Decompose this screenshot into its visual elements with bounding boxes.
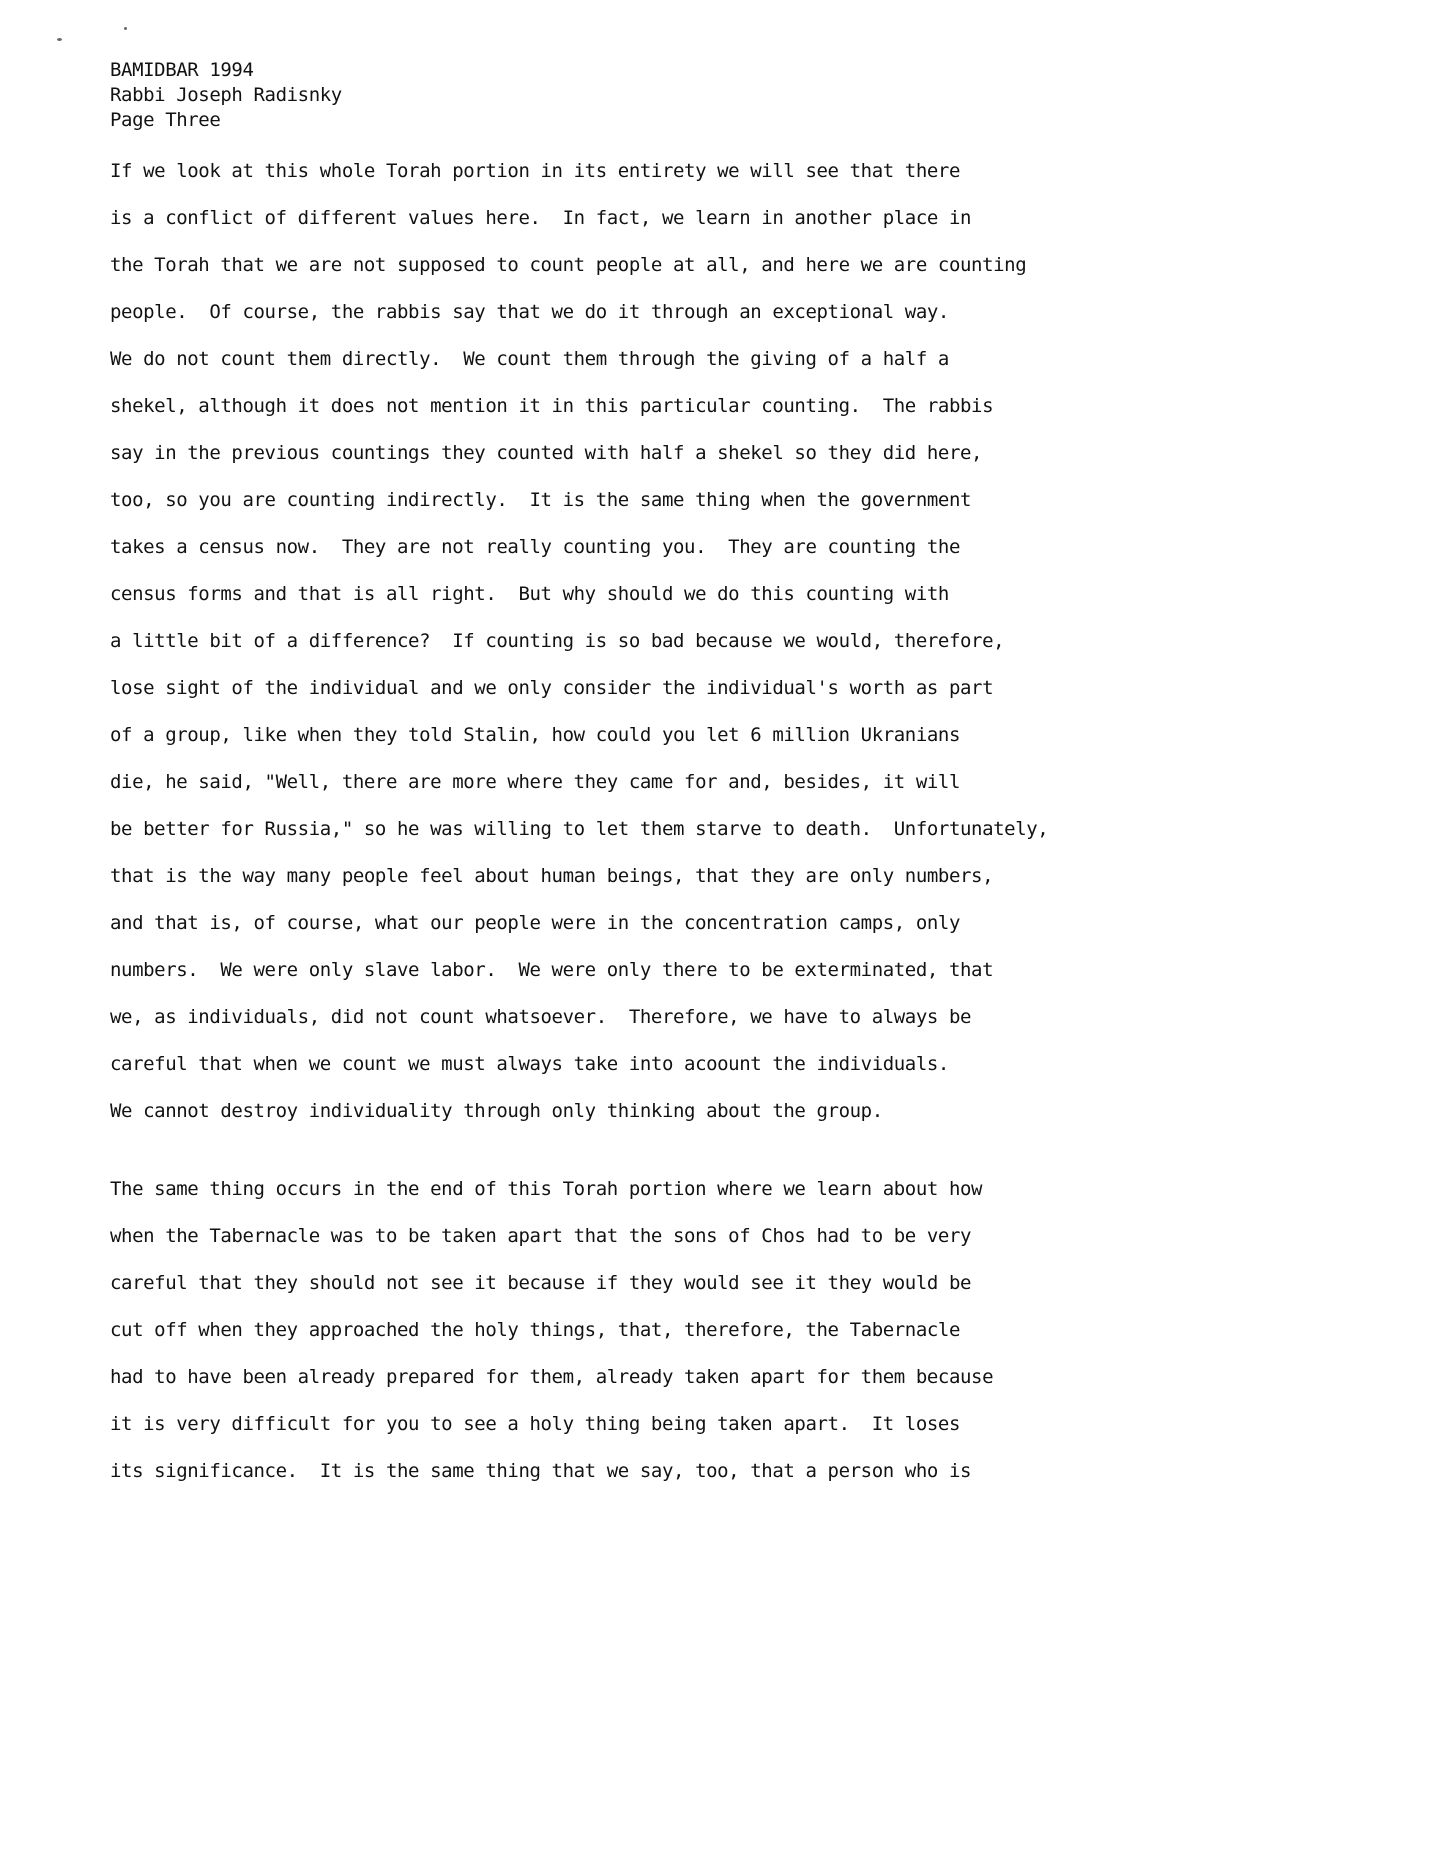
text-line: is a conflict of different values here. In fact, we learn in another place in <box>110 207 972 229</box>
text-line: it is very difficult for you to see a holy thing being taken apart. It loses <box>110 1413 961 1435</box>
text-line: We cannot destroy individuality through only thinking about the group. <box>110 1100 883 1122</box>
text-line: be better for Russia," so he was willing to let them starve to death. Unfortunately, <box>110 818 1049 840</box>
text-line: lose sight of the individual and we only consider the individual's worth as part <box>110 677 994 699</box>
scan-speck <box>57 38 62 41</box>
text-line: and that is, of course, what our people were in the concentration camps, only <box>110 912 961 934</box>
text-line: of a group, like when they told Stalin, how could you let 6 million Ukranians <box>110 724 961 746</box>
text-line: If we look at this whole Torah portion in its entirety we will see that there <box>110 160 961 182</box>
text-line: the Torah that we are not supposed to count people at all, and here we are counting <box>110 254 1027 276</box>
document-header <box>110 58 342 133</box>
text-line: takes a census now. They are not really counting you. They are counting the <box>110 536 961 558</box>
text-line: cut off when they approached the holy things, that, therefore, the Tabernacle <box>110 1319 961 1341</box>
text-line: census forms and that is all right. But why should we do this counting with <box>110 583 949 605</box>
text-line: had to have been already prepared for them, already taken apart for them because <box>110 1366 994 1388</box>
text-line: careful that when we count we must always take into acoount the individuals. <box>110 1053 949 1075</box>
text-line: when the Tabernacle was to be taken apart that the sons of Chos had to be very <box>110 1225 972 1247</box>
text-line: too, so you are counting indirectly. It is the same thing when the government <box>110 489 972 511</box>
text-line: that is the way many people feel about human beings, that they are only numbers, <box>110 865 994 887</box>
text-line: BAMIDBAR 1994 <box>110 59 254 81</box>
text-line: Page Three <box>110 109 221 131</box>
text-line: numbers. We were only slave labor. We were only there to be exterminated, that <box>110 959 994 981</box>
paragraph-2 <box>110 1166 993 1495</box>
text-line: careful that they should not see it because if they would see it they would be <box>110 1272 972 1294</box>
text-line: say in the previous countings they counted with half a shekel so they did here, <box>110 442 983 464</box>
text-line: a little bit of a difference? If counting is so bad because we would, therefore, <box>110 630 1005 652</box>
text-line: shekel, although it does not mention it in this particular counting. The rabbis <box>110 395 994 417</box>
text-line: people. Of course, the rabbis say that we do it through an exceptional way. <box>110 301 949 323</box>
text-line: we, as individuals, did not count whatsoever. Therefore, we have to always be <box>110 1006 972 1028</box>
text-line: Rabbi Joseph Radisnky <box>110 84 342 106</box>
paragraph-1 <box>110 148 1048 1135</box>
text-line: The same thing occurs in the end of this Torah portion where we learn about how <box>110 1178 983 1200</box>
text-line: die, he said, "Well, there are more where they came for and, besides, it will <box>110 771 961 793</box>
text-line: its significance. It is the same thing that we say, too, that a person who is <box>110 1460 972 1482</box>
text-line: We do not count them directly. We count them through the giving of a half a <box>110 348 949 370</box>
scan-speck <box>124 27 127 30</box>
